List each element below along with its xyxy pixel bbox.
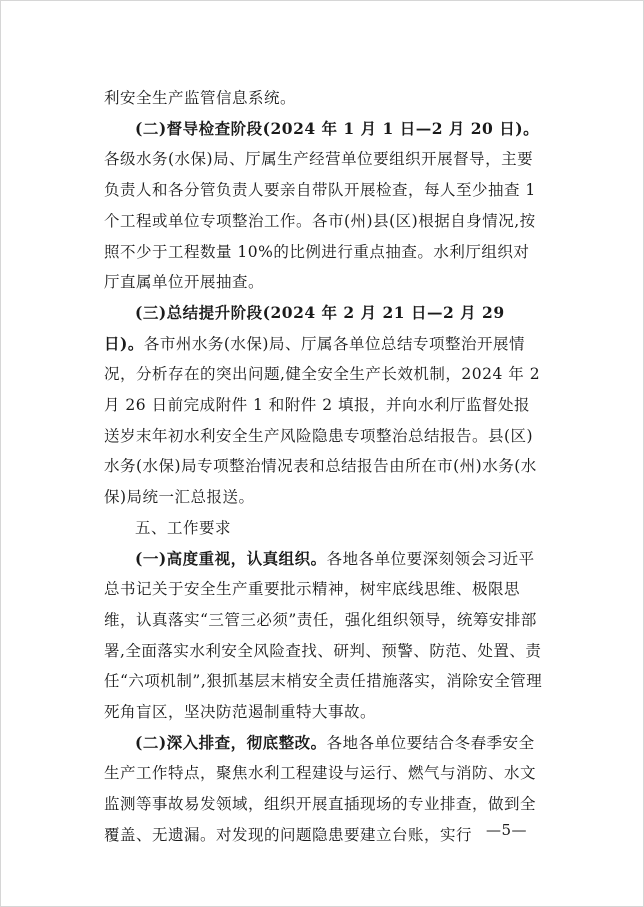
- section-heading: (二)督导检查阶段(2024 年 1 月 1 日—2 月 20 日)。: [135, 118, 540, 138]
- document-body: [104, 83, 544, 851]
- paragraph-text: 各地各单位要深刻领会习近平总书记关于安全生产重要批示精神，树牢底线思维、极限思维，认真落实“三管三必须”责任，强化组织领导，统筹安排部署,全面落实水利安全风险查找、研判、预警、防范、处置、责任“六项机制”,狠抓基层末梢安全责任措施落实，消除安全管理死角盲区，坚决防范遏制重特大事故。: [104, 549, 543, 722]
- paragraph-text: 各市州水务(水保)局、厅属各单位总结专项整治开展情况，分析存在的突出问题,健全安全生产长效机制，2024 年 2 月 26 日前完成附件 1 和附件 2 填报，并向水利厅监督处报送岁末年初水利安全生产风险隐患专项整治总结报告。县(区)水务(水保)局专项整治情况表和总结报告由所在市(州)水务(水保)局统一汇总报送。: [104, 334, 541, 507]
- paragraph-supervision-stage: [104, 114, 544, 298]
- paragraph-text: 各级水务(水保)局、厅属生产经营单位要组织开展督导，主要负责人和各分管负责人要亲自带队开展检查，每人至少抽查 1 个工程或单位专项整治工作。各市(州)县(区)根据自身情况,按照不少于工程数量 10%的比例进行重点抽查。水利厅组织对厅直属单位开展抽查。: [104, 150, 536, 292]
- page-number: —5—: [485, 821, 527, 839]
- chapter-heading-work-requirements: [104, 513, 544, 544]
- paragraph-text: 利安全生产监管信息系统。: [104, 89, 297, 107]
- paragraph-summary-stage: [104, 298, 544, 513]
- paragraph-text: 各地各单位要结合冬春季安全生产工作特点，聚焦水利工程建设与运行、燃气与消防、水文监测等事故易发领域，组织开展直插现场的专业排查，做到全覆盖、无遗漏。对发现的问题隐患要建立台账，实行: [104, 733, 537, 844]
- paragraph-continuation: [104, 83, 544, 114]
- chapter-heading-text: 五、工作要求: [135, 518, 232, 537]
- paragraph-investigation: [104, 728, 544, 851]
- paragraph-organization: [104, 544, 544, 728]
- section-heading: (三)总结提升阶段(2024 年 2 月 21 日—2 月 29 日)。: [104, 302, 505, 353]
- section-heading: (一)高度重视，认真组织。: [135, 548, 327, 568]
- section-heading: (二)深入排查，彻底整改。: [135, 732, 327, 752]
